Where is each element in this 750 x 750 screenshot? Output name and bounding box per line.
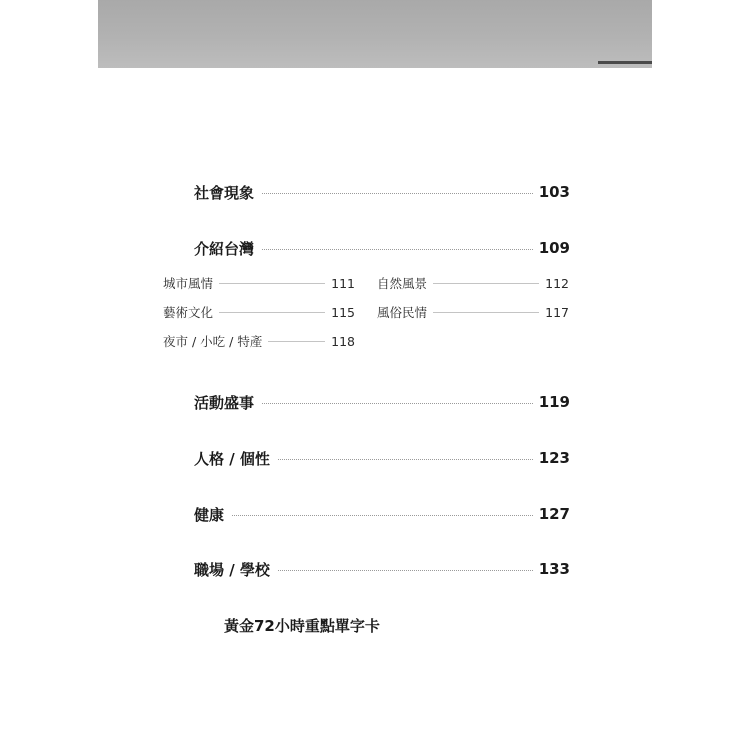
dot-leader <box>262 403 533 404</box>
toc-subentry <box>163 273 355 293</box>
dot-leader <box>232 515 533 516</box>
toc-entry-title: 健康 <box>194 505 225 524</box>
toc-entry-page: 119 <box>538 393 570 411</box>
toc-subentry-title: 城市風情 <box>163 276 214 291</box>
toc-entry-page: 133 <box>538 560 570 578</box>
toc-entry-title: 人格 / 個性 <box>194 449 270 468</box>
toc-subentry-page: 117 <box>545 304 569 320</box>
toc-entry-page: 103 <box>538 183 570 201</box>
toc-subentry <box>377 302 569 322</box>
toc-subentry-page: 115 <box>331 304 355 320</box>
dot-leader <box>278 570 533 571</box>
line-leader <box>219 312 325 313</box>
line-leader <box>219 283 325 284</box>
toc-subentry-page: 118 <box>331 333 355 349</box>
toc-entry-health <box>194 502 570 526</box>
toc-entry-social <box>194 180 570 204</box>
toc-entry-workplace <box>194 557 570 581</box>
toc-subentry-title: 夜市 / 小吃 / 特產 <box>163 334 263 349</box>
toc-entry-personality <box>194 446 570 470</box>
toc-entry-page: 109 <box>538 239 570 257</box>
dot-leader <box>262 193 533 194</box>
toc-entry-title: 活動盛事 <box>194 393 255 412</box>
toc-subentry-title: 自然風景 <box>377 276 428 291</box>
toc-entry-title: 社會現象 <box>194 183 255 202</box>
toc-subentry-title: 藝術文化 <box>163 305 214 320</box>
bonus-title: 黃金72小時重點單字卡 <box>224 617 380 635</box>
toc-entry-title: 職場 / 學校 <box>194 560 270 579</box>
toc-entry-page: 127 <box>538 505 570 523</box>
line-leader <box>268 341 325 342</box>
dot-leader <box>262 249 533 250</box>
line-leader <box>433 283 539 284</box>
toc-subentry <box>163 331 355 351</box>
toc-subentry <box>377 273 569 293</box>
dot-leader <box>278 459 533 460</box>
toc-subentry-page: 112 <box>545 275 569 291</box>
toc-subentry-title: 風俗民情 <box>377 305 428 320</box>
line-leader <box>433 312 539 313</box>
toc-subentry <box>163 302 355 322</box>
toc-entry-events <box>194 390 570 414</box>
toc-entry-taiwan <box>194 236 570 260</box>
toc-entry-page: 123 <box>538 449 570 467</box>
toc-subentry-page: 111 <box>331 275 355 291</box>
header-band <box>98 0 652 68</box>
toc-entry-title: 介紹台灣 <box>194 239 255 258</box>
